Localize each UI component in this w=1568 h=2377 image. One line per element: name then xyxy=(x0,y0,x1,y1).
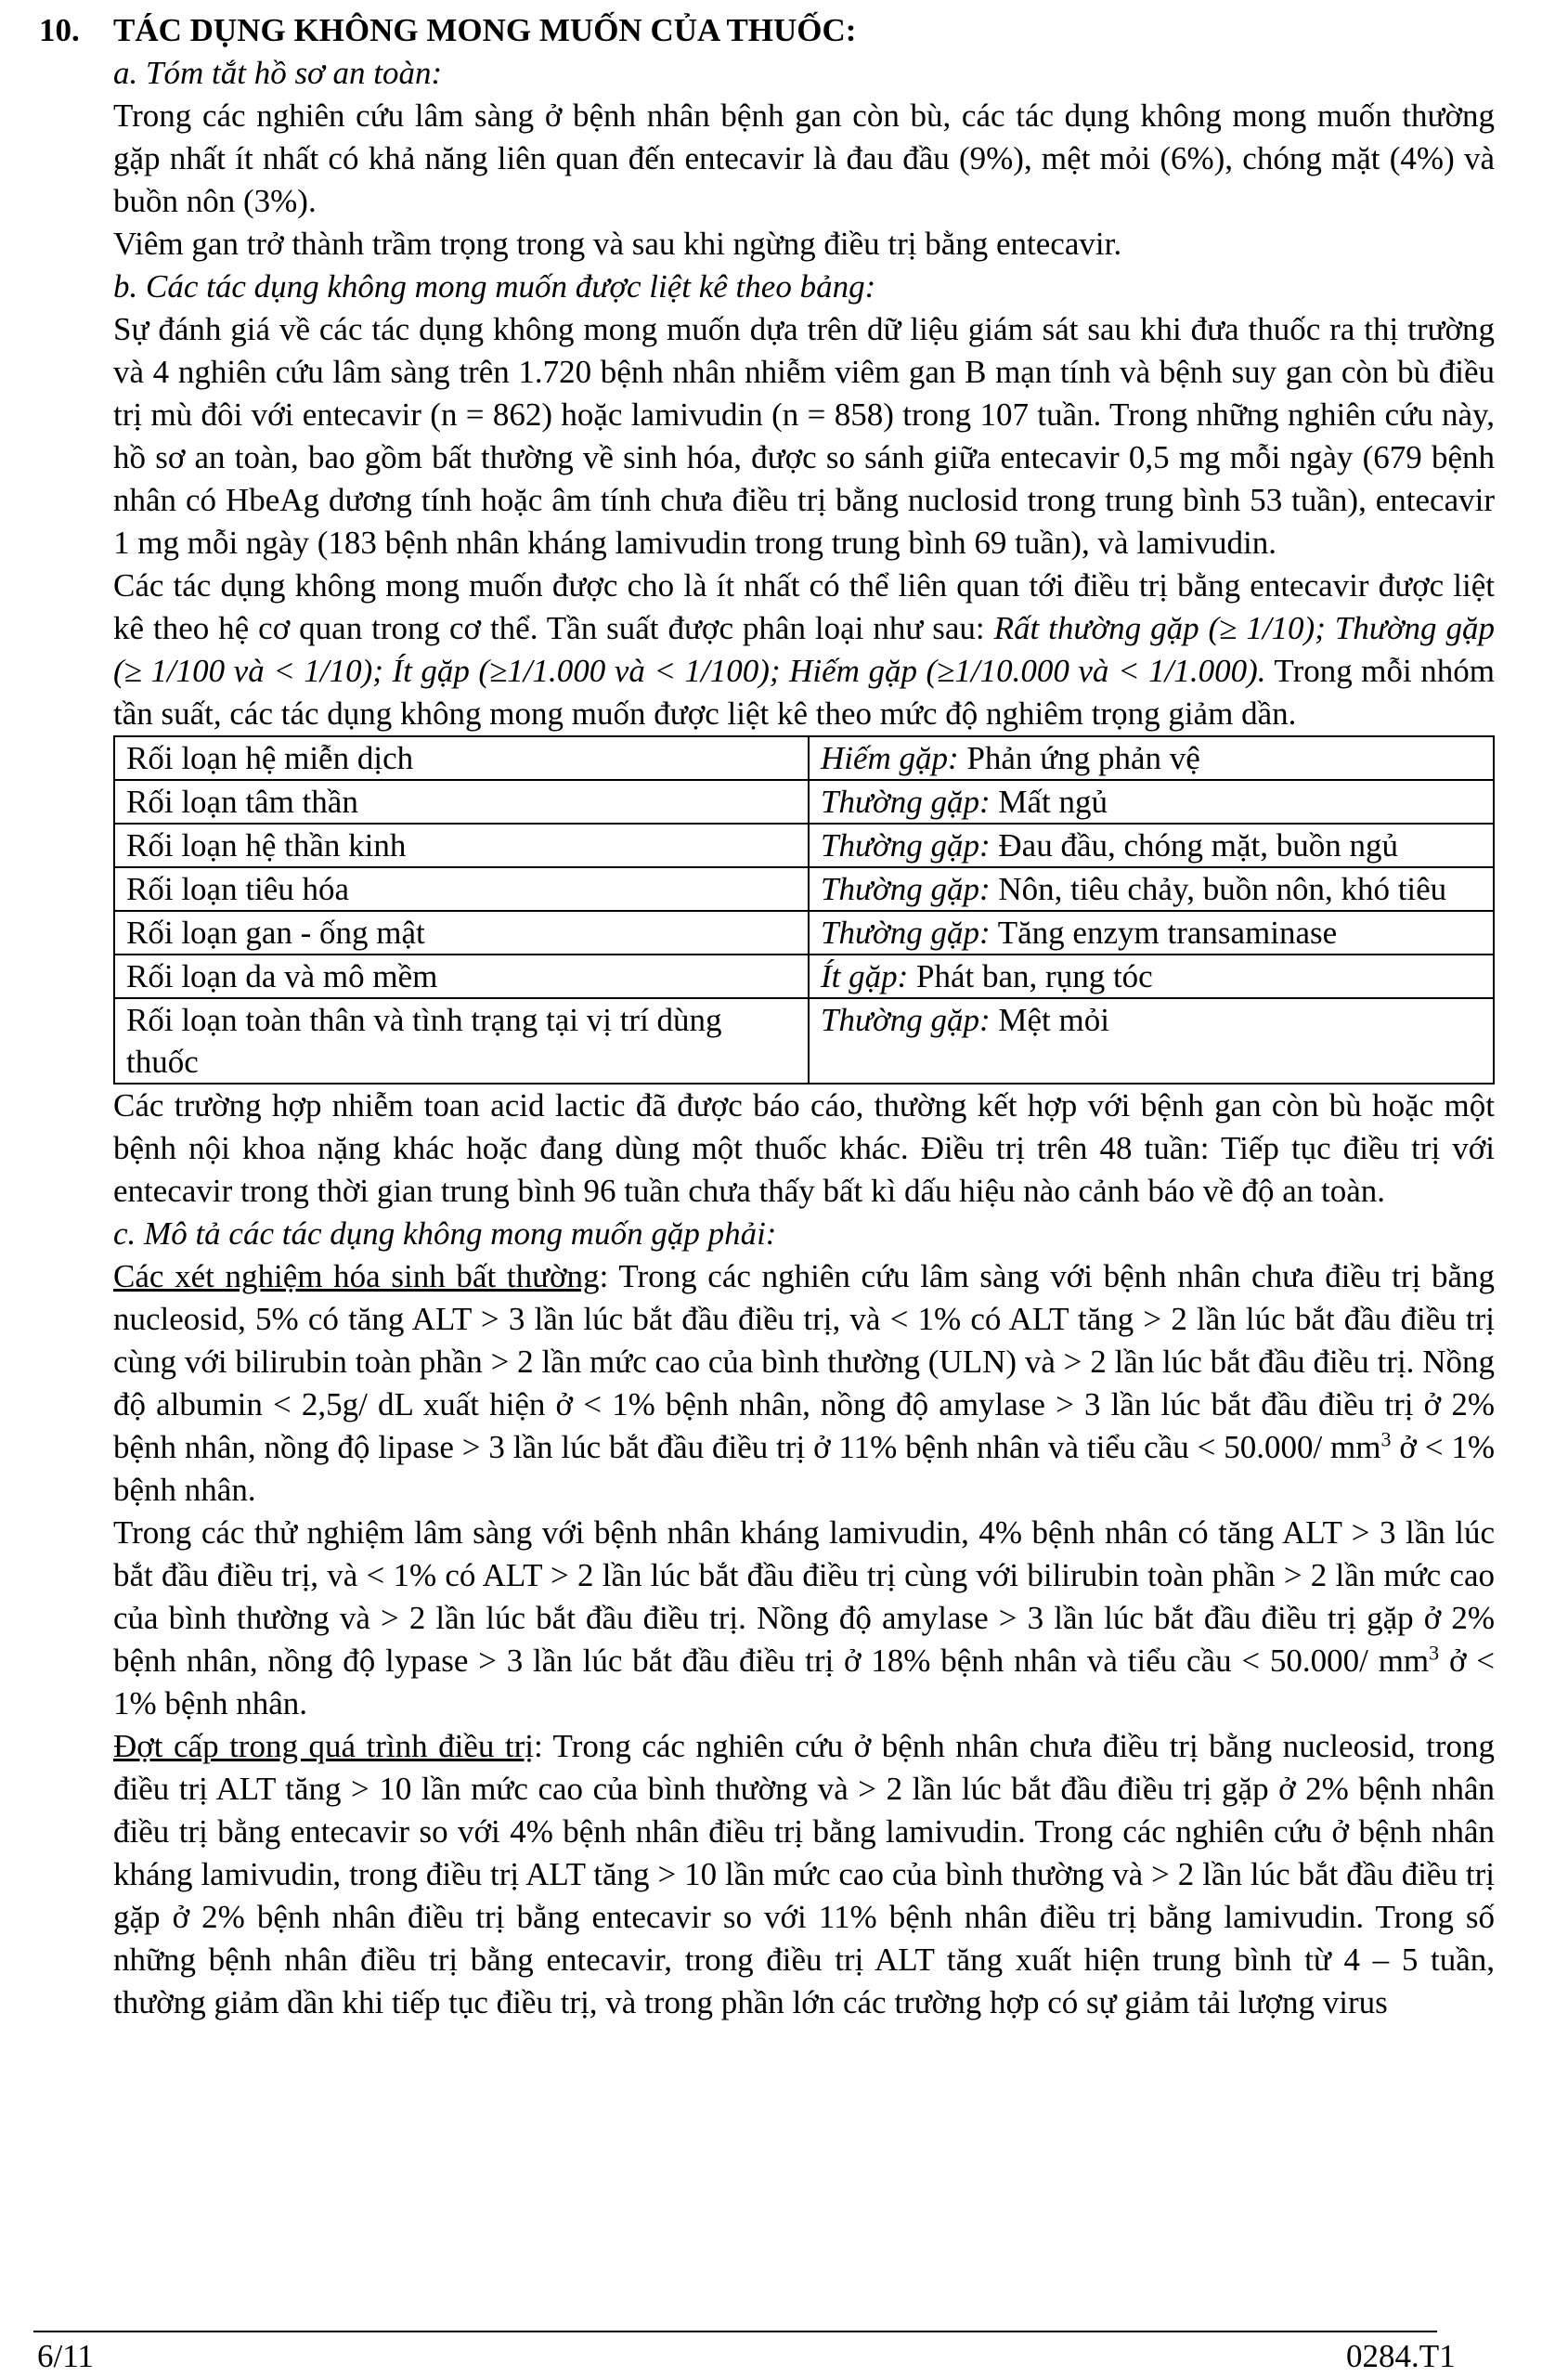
frequency-effect-cell xyxy=(809,998,1494,1084)
organ-system-cell: Rối loạn tiêu hóa xyxy=(114,867,809,911)
effect-text: Tăng enzym transaminase xyxy=(990,915,1338,951)
frequency-effect-cell xyxy=(809,911,1494,955)
table-row xyxy=(114,736,1494,780)
adverse-effects-table-body xyxy=(114,736,1494,1084)
frequency-label: Thường gặp: xyxy=(821,827,991,864)
section-title: TÁC DỤNG KHÔNG MONG MUỐN CỦA THUỐC: xyxy=(113,12,857,48)
frequency-label: Thường gặp: xyxy=(821,915,991,951)
organ-system-cell: Rối loạn da và mô mềm xyxy=(114,955,809,998)
effect-text: Phản ứng phản vệ xyxy=(958,740,1200,776)
frequency-effect-cell xyxy=(809,780,1494,824)
subsection-c-paragraph-2 xyxy=(113,1512,1495,1725)
subsection-c-heading: c. Mô tả các tác dụng không mong muốn gặp phải: xyxy=(113,1215,777,1252)
organ-system-cell: Rối loạn tâm thần xyxy=(114,780,809,824)
superscript: 3 xyxy=(1380,1427,1392,1451)
frequency-label: Thường gặp: xyxy=(821,871,991,907)
section-heading xyxy=(39,9,1420,52)
organ-system-cell: Rối loạn hệ thần kinh xyxy=(114,824,809,867)
organ-system-cell: Rối loạn hệ miễn dịch xyxy=(114,736,809,780)
section-number: 10. xyxy=(39,12,80,48)
superscript: 3 xyxy=(1429,1641,1440,1665)
frequency-effect-cell xyxy=(809,824,1494,867)
subsection-a-heading: a. Tóm tắt hồ sơ an toàn: xyxy=(113,55,443,91)
frequency-label: Ít gặp: xyxy=(821,958,909,994)
page-content xyxy=(39,9,1496,2024)
organ-system-cell: Rối loạn gan - ống mật xyxy=(114,911,809,955)
frequency-label: Thường gặp: xyxy=(821,784,991,820)
frequency-effect-cell xyxy=(809,867,1494,911)
adverse-effects-table xyxy=(113,735,1495,1085)
frequency-intro: Các tác dụng không mong muốn được cho là ít nhất có thể liên quan tới điều trị bằng entecavir được liệt kê theo hệ cơ quan trong cơ thể. Tần suất được phân loại như sau: xyxy=(113,567,1495,646)
subsection-a-paragraph-2: Viêm gan trở thành trầm trọng trong và sau khi ngừng điều trị bằng entecavir. xyxy=(113,226,1122,262)
table-row xyxy=(114,955,1494,998)
effect-text: Mệt mỏi xyxy=(990,1002,1109,1038)
table-row xyxy=(114,824,1494,867)
frequency-label: Thường gặp: xyxy=(821,1002,991,1038)
lamivudine-resistant-text-end: ở < 1% bệnh nhân. xyxy=(113,1643,1495,1721)
table-row xyxy=(114,867,1494,911)
lab-abnormalities-text-end: ở < 1% bệnh nhân. xyxy=(113,1429,1495,1508)
exacerbation-text: : Trong các nghiên cứu ở bệnh nhân chưa điều trị bằng nucleosid, trong điều trị ALT tăng > 10 lần mức cao của bình thường và > 2 lần lúc bắt đầu điều trị gặp ở 2% bệnh nhân điều trị bằng entecavir so với 4% bệnh nhân điều trị bằng lamivudin. Trong các nghiên cứu ở bệnh nhân kháng lamivudin, trong điều trị ALT tăng > 10 lần mức cao của bình thường và > 2 lần lúc bắt đầu điều trị gặp ở 2% bệnh nhân điều trị bằng entecavir so với 11% bệnh nhân điều trị bằng lamivudin. Trong số những bệnh nhân điều trị bằng entecavir, trong điều trị ALT tăng xuất hiện trung bình từ 4 – 5 tuần, thường giảm dần khi tiếp tục điều trị, và trong phần lớn các trường hợp có sự giảm tải lượng virus xyxy=(113,1728,1495,2020)
exacerbation-label: Đợt cấp trong quá trình điều trị xyxy=(113,1728,534,1764)
effect-text: Phát ban, rụng tóc xyxy=(908,958,1153,994)
subsection-c-paragraph-1 xyxy=(113,1255,1495,1512)
subsection-c-paragraph-3 xyxy=(113,1725,1495,2024)
frequency-effect-cell xyxy=(809,736,1494,780)
lamivudine-resistant-text: Trong các thử nghiệm lâm sàng với bệnh nhân kháng lamivudin, 4% bệnh nhân có tăng ALT > 3 lần lúc bắt đầu điều trị, và < 1% có ALT > 2 lần lúc bắt đầu điều trị cùng với bilirubin toàn phần > 2 lần mức cao của bình thường và > 2 lần lúc bắt đầu điều trị. Nồng độ amylase > 3 lần lúc bắt đầu điều trị gặp ở 2% bệnh nhân, nồng độ lypase > 3 lần lúc bắt đầu điều trị ở 18% bệnh nhân và tiểu cầu < 50.000/ mm xyxy=(113,1514,1495,1679)
footer-divider xyxy=(33,2331,1437,2332)
table-row xyxy=(114,998,1494,1084)
subsection-b-paragraph-1: Sự đánh giá về các tác dụng không mong muốn dựa trên dữ liệu giám sát sau khi đưa thuốc ra thị trường và 4 nghiên cứu lâm sàng trên 1.720 bệnh nhân nhiễm viêm gan B mạn tính và bệnh suy gan còn bù điều trị mù đôi với entecavir (n = 862) hoặc lamivudin (n = 858) trong 107 tuần. Trong những nghiên cứu này, hồ sơ an toàn, bao gồm bất thường về sinh hóa, được so sánh giữa entecavir 0,5 mg mỗi ngày (679 bệnh nhân có HbeAg dương tính hoặc âm tính chưa điều trị bằng nuclosid trong trung bình 53 tuần), entecavir 1 mg mỗi ngày (183 bệnh nhân kháng lamivudin trong trung bình 69 tuần), và lamivudin. xyxy=(113,311,1495,561)
effect-text: Đau đầu, chóng mặt, buồn ngủ xyxy=(990,827,1399,864)
after-table-paragraph: Các trường hợp nhiễm toan acid lactic đã được báo cáo, thường kết hợp với bệnh gan còn bù hoặc một bệnh nội khoa nặng khác hoặc đang dùng một thuốc khác. Điều trị trên 48 tuần: Tiếp tục điều trị với entecavir trong thời gian trung bình 96 tuần chưa thấy bất kì dấu hiệu nào cảnh báo về độ an toàn. xyxy=(113,1087,1495,1209)
subsection-a-paragraph-1: Trong các nghiên cứu lâm sàng ở bệnh nhân bệnh gan còn bù, các tác dụng không mong muốn thường gặp nhất ít nhất có khả năng liên quan đến entecavir là đau đầu (9%), mệt mỏi (6%), chóng mặt (4%) và buồn nôn (3%). xyxy=(113,97,1495,219)
subsection-b-paragraph-2 xyxy=(113,565,1495,735)
effect-text: Mất ngủ xyxy=(990,784,1108,820)
effect-text: Nôn, tiêu chảy, buồn nôn, khó tiêu xyxy=(990,871,1447,907)
lab-abnormalities-text: : Trong các nghiên cứu lâm sàng với bệnh nhân chưa điều trị bằng nucleosid, 5% có tăng ALT > 3 lần lúc bắt đầu điều trị, và < 1% có ALT tăng > 2 lần lúc bắt đầu điều trị cùng với bilirubin toàn phần > 2 lần mức cao của bình thường (ULN) và > 2 lần lúc bắt đầu điều trị. Nồng độ albumin < 2,5g/ dL xuất hiện ở < 1% bệnh nhân, nồng độ amylase > 3 lần lúc bắt đầu điều trị ở 2% bệnh nhân, nồng độ lipase > 3 lần lúc bắt đầu điều trị ở 11% bệnh nhân và tiểu cầu < 50.000/ mm xyxy=(113,1258,1496,1465)
document-code: 0284.T1 xyxy=(1346,2338,1456,2374)
frequency-label: Hiếm gặp: xyxy=(821,740,959,776)
subsection-b-heading: b. Các tác dụng không mong muốn được liệt kê theo bảng: xyxy=(113,268,876,305)
table-row xyxy=(114,911,1494,955)
frequency-ordering-note: Trong mỗi nhóm tần suất, các tác dụng không mong muốn được liệt kê theo mức độ nghiêm trọng giảm dần. xyxy=(113,653,1495,732)
lab-abnormalities-label: Các xét nghiệm hóa sinh bất thường xyxy=(113,1258,600,1294)
frequency-definitions: Rất thường gặp (≥ 1/10); Thường gặp (≥ 1/100 và < 1/10); Ít gặp (≥1/1.000 và < 1/100); Hiếm gặp (≥1/10.000 và < 1/1.000). xyxy=(113,610,1495,689)
frequency-effect-cell xyxy=(809,955,1494,998)
page-number: 6/11 xyxy=(37,2338,94,2374)
organ-system-cell: Rối loạn toàn thân và tình trạng tại vị trí dùng thuốc xyxy=(114,998,809,1084)
table-row xyxy=(114,780,1494,824)
